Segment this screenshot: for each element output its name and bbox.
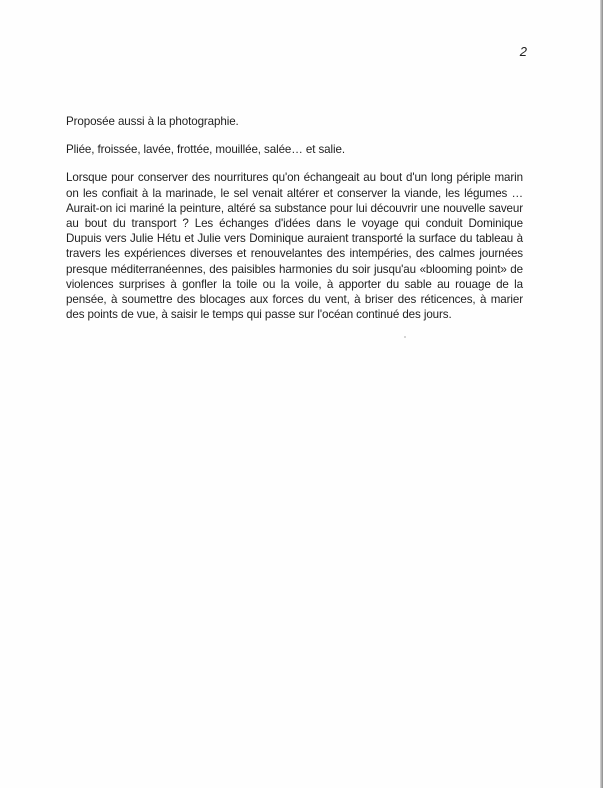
paragraph-folded: Pliée, froissée, lavée, frottée, mouillée, salée… et salie. [66, 143, 345, 157]
page-number: 2 [519, 44, 527, 59]
paragraph-marinade: Lorsque pour conserver des nourritures qu'on échangeait au bout d'un long périple marin on les confiait à la marinade, le sel venait altérer et conserver la viande, les légumes … Aurait-on ici mariné la peinture, altéré sa substance pour lui découvrir une nouvelle saveur au bout du transport ? Les échanges d'idées dans le voyage qui conduit Dominique Dupuis vers Julie Hétu et Julie vers Dominique auraient transporté la surface du tableau à travers les expériences diverses et renouvelantes des intempéries, des calmes journées presque méditerranéennes, des paisibles harmonies du soir jusqu'au «blooming point» de violences surprises à gonfler la toile ou la voile, à apporter du sable au rouage de la pensée, à soumettre des blocages aux forces du vent, à briser des réticences, à marier des points de vue, à saisir le temps qui passe sur l'océan continué des jours. [66, 171, 523, 322]
paragraph-photography: Proposée aussi à la photographie. [66, 115, 239, 128]
scan-speck [404, 336, 406, 338]
body-text [66, 114, 523, 335]
